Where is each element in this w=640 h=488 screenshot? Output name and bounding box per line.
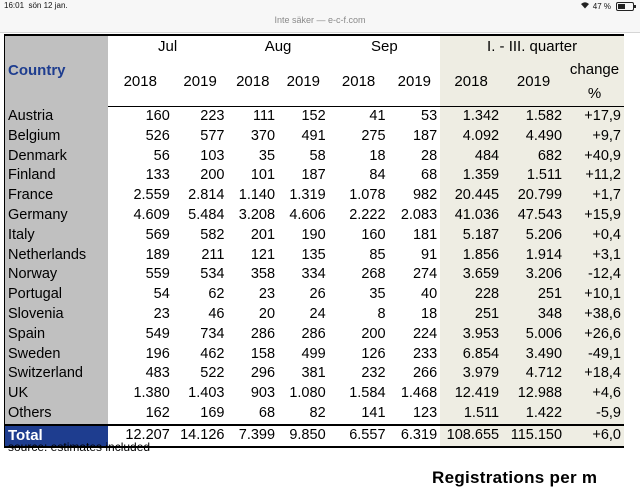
value-cell: 348 [502,305,565,325]
value-cell: 6.557 [329,425,389,447]
value-cell: 1.582 [502,107,565,127]
value-cell: 123 [412,404,438,421]
value-cell: 1.078 [349,187,386,204]
country-cell: Denmark [5,147,108,167]
value-cell: 62 [208,286,225,303]
battery-icon [616,2,634,11]
table-row [5,226,625,246]
value-cell: +6,0 [565,425,624,447]
country-cell: Norway [5,265,108,285]
value-cell: 1.468 [400,385,438,402]
value-cell: 23 [258,286,276,303]
table-row [5,147,625,167]
table-row [5,404,625,425]
value-cell: 91 [421,246,438,263]
value-cell: 499 [301,345,326,362]
value-cell: 5.484 [188,206,225,223]
value-cell: +10,1 [565,285,624,305]
value-cell: 169 [200,404,225,421]
value-cell: 211 [201,246,225,263]
quarter-header: I. - III. quarter [440,35,624,58]
table-row [5,127,625,147]
value-cell: 296 [250,365,276,382]
value-cell: 1.359 [440,166,502,186]
value-cell: 6.854 [440,345,502,365]
value-cell: 1.511 [440,404,502,425]
year-header: 2018 [440,58,502,107]
value-cell: 58 [309,147,326,164]
value-cell: 35 [369,286,386,303]
value-cell: 1.380 [133,385,170,402]
value-cell: 274 [412,266,438,283]
value-cell: 152 [301,108,326,124]
value-cell: 68 [421,167,438,184]
country-cell: Switzerland [5,364,108,384]
value-cell: 582 [200,226,225,243]
registrations-table [4,34,624,448]
value-cell: 187 [301,167,326,184]
value-cell: 160 [145,108,170,124]
value-cell: 903 [250,385,276,402]
value-cell: 491 [301,127,326,144]
value-cell: 266 [412,365,438,382]
battery-percent: 47 % [592,1,611,11]
table-row [5,325,625,345]
year-header: 2019 [173,58,228,107]
value-cell: 484 [440,147,502,167]
value-cell: 108.655 [440,425,502,447]
table-row [5,246,625,266]
value-cell: 6.319 [389,425,441,447]
country-cell: Finland [5,166,108,186]
value-cell: 196 [145,345,170,362]
value-cell: 115.150 [502,425,565,447]
value-cell: 18 [369,147,386,164]
value-cell: 1.856 [440,246,502,266]
value-cell: 20.799 [502,186,565,206]
value-cell: 3.953 [440,325,502,345]
value-cell: +38,6 [565,305,624,325]
value-cell: +18,4 [565,364,624,384]
value-cell: 133 [145,167,170,184]
value-cell: 734 [200,325,225,342]
value-cell: 4.609 [133,206,170,223]
value-cell: 141 [361,404,386,421]
value-cell: 286 [250,325,276,342]
value-cell: 1.584 [349,385,386,402]
value-cell: 370 [250,127,276,144]
value-cell: 54 [153,286,170,303]
year-header: 2019 [502,58,565,107]
value-cell: +0,4 [565,226,624,246]
year-header: 2018 [227,58,278,107]
value-cell: 26 [309,286,326,303]
value-cell: 35 [258,147,276,164]
value-cell: -49,1 [565,345,624,365]
source-note: source: estimates included [8,440,151,454]
table-row [5,265,625,285]
value-cell: 3.659 [440,265,502,285]
status-bar [0,0,640,12]
value-cell: 275 [361,127,386,144]
value-cell: 4.606 [289,206,326,223]
value-cell: 462 [200,345,225,362]
value-cell: 223 [200,108,225,124]
value-cell: 1.080 [289,385,326,402]
value-cell: 1.422 [502,404,565,425]
value-cell: 200 [361,325,386,342]
value-cell: -5,9 [565,404,624,425]
value-cell: 160 [361,226,386,243]
value-cell: 549 [145,325,170,342]
value-cell: 111 [253,108,276,124]
value-cell: +1,7 [565,186,624,206]
value-cell: +9,7 [565,127,624,147]
change-header: change % [565,58,624,107]
value-cell: 522 [200,365,225,382]
value-cell: 162 [145,404,170,421]
value-cell: 5.206 [502,226,565,246]
value-cell: 228 [440,285,502,305]
country-cell: Portugal [5,285,108,305]
table-row [5,384,625,404]
value-cell: 2.083 [400,206,438,223]
month-header-sep: Sep [371,38,398,55]
next-section-heading: Registrations per m [432,468,598,487]
month-header-aug: Aug [264,38,292,55]
value-cell: 28 [421,147,438,164]
value-cell: 4.490 [502,127,565,147]
value-cell: 251 [440,305,502,325]
country-cell: Total [5,425,108,447]
value-cell: 682 [502,147,565,167]
value-cell: 4.092 [440,127,502,147]
value-cell: 41 [369,108,386,124]
value-cell: 9.850 [278,425,329,447]
value-cell: 85 [369,246,386,263]
value-cell: 1.319 [289,187,326,204]
value-cell: 224 [412,325,438,342]
value-cell: 68 [258,404,276,421]
value-cell: 233 [412,345,438,362]
value-cell: 3.208 [238,206,276,223]
value-cell: 181 [412,226,438,243]
value-cell: 41.036 [440,206,502,226]
value-cell: 358 [250,266,276,283]
value-cell: 101 [250,167,276,184]
value-cell: 126 [361,345,386,362]
header-month-row [5,35,625,58]
value-cell: 84 [369,167,386,184]
value-cell: +17,9 [565,107,624,127]
value-cell: 40 [421,286,438,303]
value-cell: 251 [502,285,565,305]
value-cell: 24 [309,305,326,322]
table-row [5,107,625,127]
value-cell: 559 [145,266,170,283]
table-row [5,364,625,384]
status-time-date: 16:01 sön 12 jan. [4,1,68,10]
country-cell: Sweden [5,345,108,365]
status-right [580,1,634,11]
value-cell: 577 [200,127,225,144]
country-cell: Italy [5,226,108,246]
value-cell: 200 [200,167,225,184]
value-cell: 20.445 [440,186,502,206]
value-cell: 46 [208,305,225,322]
value-cell: 2.814 [188,187,225,204]
year-header: 2019 [389,58,441,107]
value-cell: 12.988 [502,384,565,404]
value-cell: 381 [301,365,326,382]
value-cell: +40,9 [565,147,624,167]
value-cell: 4.712 [502,364,565,384]
value-cell: 20 [258,305,276,322]
value-cell: 3.979 [440,364,502,384]
value-cell: 1.511 [502,166,565,186]
country-header: Country [5,35,108,107]
value-cell: 982 [412,187,438,204]
value-cell: 286 [301,325,326,342]
value-cell: 8 [377,305,386,322]
value-cell: 189 [145,246,170,263]
value-cell: 18 [421,305,438,322]
wifi-icon [580,1,590,11]
value-cell: 3.206 [502,265,565,285]
value-cell: 12.207 [108,425,173,447]
value-cell: 14.126 [173,425,228,447]
value-cell: 103 [200,147,225,164]
table-row [5,166,625,186]
value-cell: 3.490 [502,345,565,365]
country-cell: France [5,186,108,206]
country-cell: Spain [5,325,108,345]
table-row [5,206,625,226]
value-cell: +3,1 [565,246,624,266]
year-header: 2018 [329,58,389,107]
table-row [5,285,625,305]
value-cell: 7.399 [227,425,278,447]
year-header: 2018 [108,58,173,107]
value-cell: 526 [145,127,170,144]
value-cell: 483 [145,365,170,382]
value-cell: 2.222 [349,206,386,223]
value-cell: 534 [200,266,225,283]
value-cell: 2.559 [133,187,170,204]
value-cell: 5.006 [502,325,565,345]
value-cell: +15,9 [565,206,624,226]
value-cell: 190 [301,226,326,243]
registrations-table-wrapper [4,34,624,444]
table-row [5,345,625,365]
value-cell: 121 [250,246,276,263]
battery-fill [618,4,625,9]
year-header: 2019 [278,58,329,107]
value-cell: 201 [250,226,276,243]
country-cell: Others [5,404,108,425]
table-row [5,186,625,206]
month-header-jul: Jul [158,38,178,55]
value-cell: 569 [145,226,170,243]
value-cell: +26,6 [565,325,624,345]
country-cell: UK [5,384,108,404]
address-bar[interactable] [0,12,640,33]
country-cell: Netherlands [5,246,108,266]
value-cell: 135 [301,246,326,263]
value-cell: 1.914 [502,246,565,266]
country-cell: Slovenia [5,305,108,325]
value-cell: 53 [421,108,438,124]
value-cell: 82 [309,404,326,421]
country-cell: Belgium [5,127,108,147]
value-cell: 1.140 [238,187,276,204]
value-cell: 1.342 [440,107,502,127]
url-text[interactable]: Inte säker — e-c-f.com [274,15,366,25]
country-cell: Austria [5,107,108,127]
value-cell: 12.419 [440,384,502,404]
value-cell: 334 [301,266,326,283]
value-cell: 268 [361,266,386,283]
value-cell: 56 [153,147,170,164]
value-cell: 1.403 [188,385,225,402]
value-cell: 5.187 [440,226,502,246]
table-row [5,305,625,325]
value-cell: +4,6 [565,384,624,404]
value-cell: 47.543 [502,206,565,226]
value-cell: 158 [250,345,276,362]
value-cell: 23 [153,305,170,322]
value-cell: -12,4 [565,265,624,285]
value-cell: 232 [361,365,386,382]
value-cell: +11,2 [565,166,624,186]
value-cell: 187 [412,127,438,144]
country-cell: Germany [5,206,108,226]
